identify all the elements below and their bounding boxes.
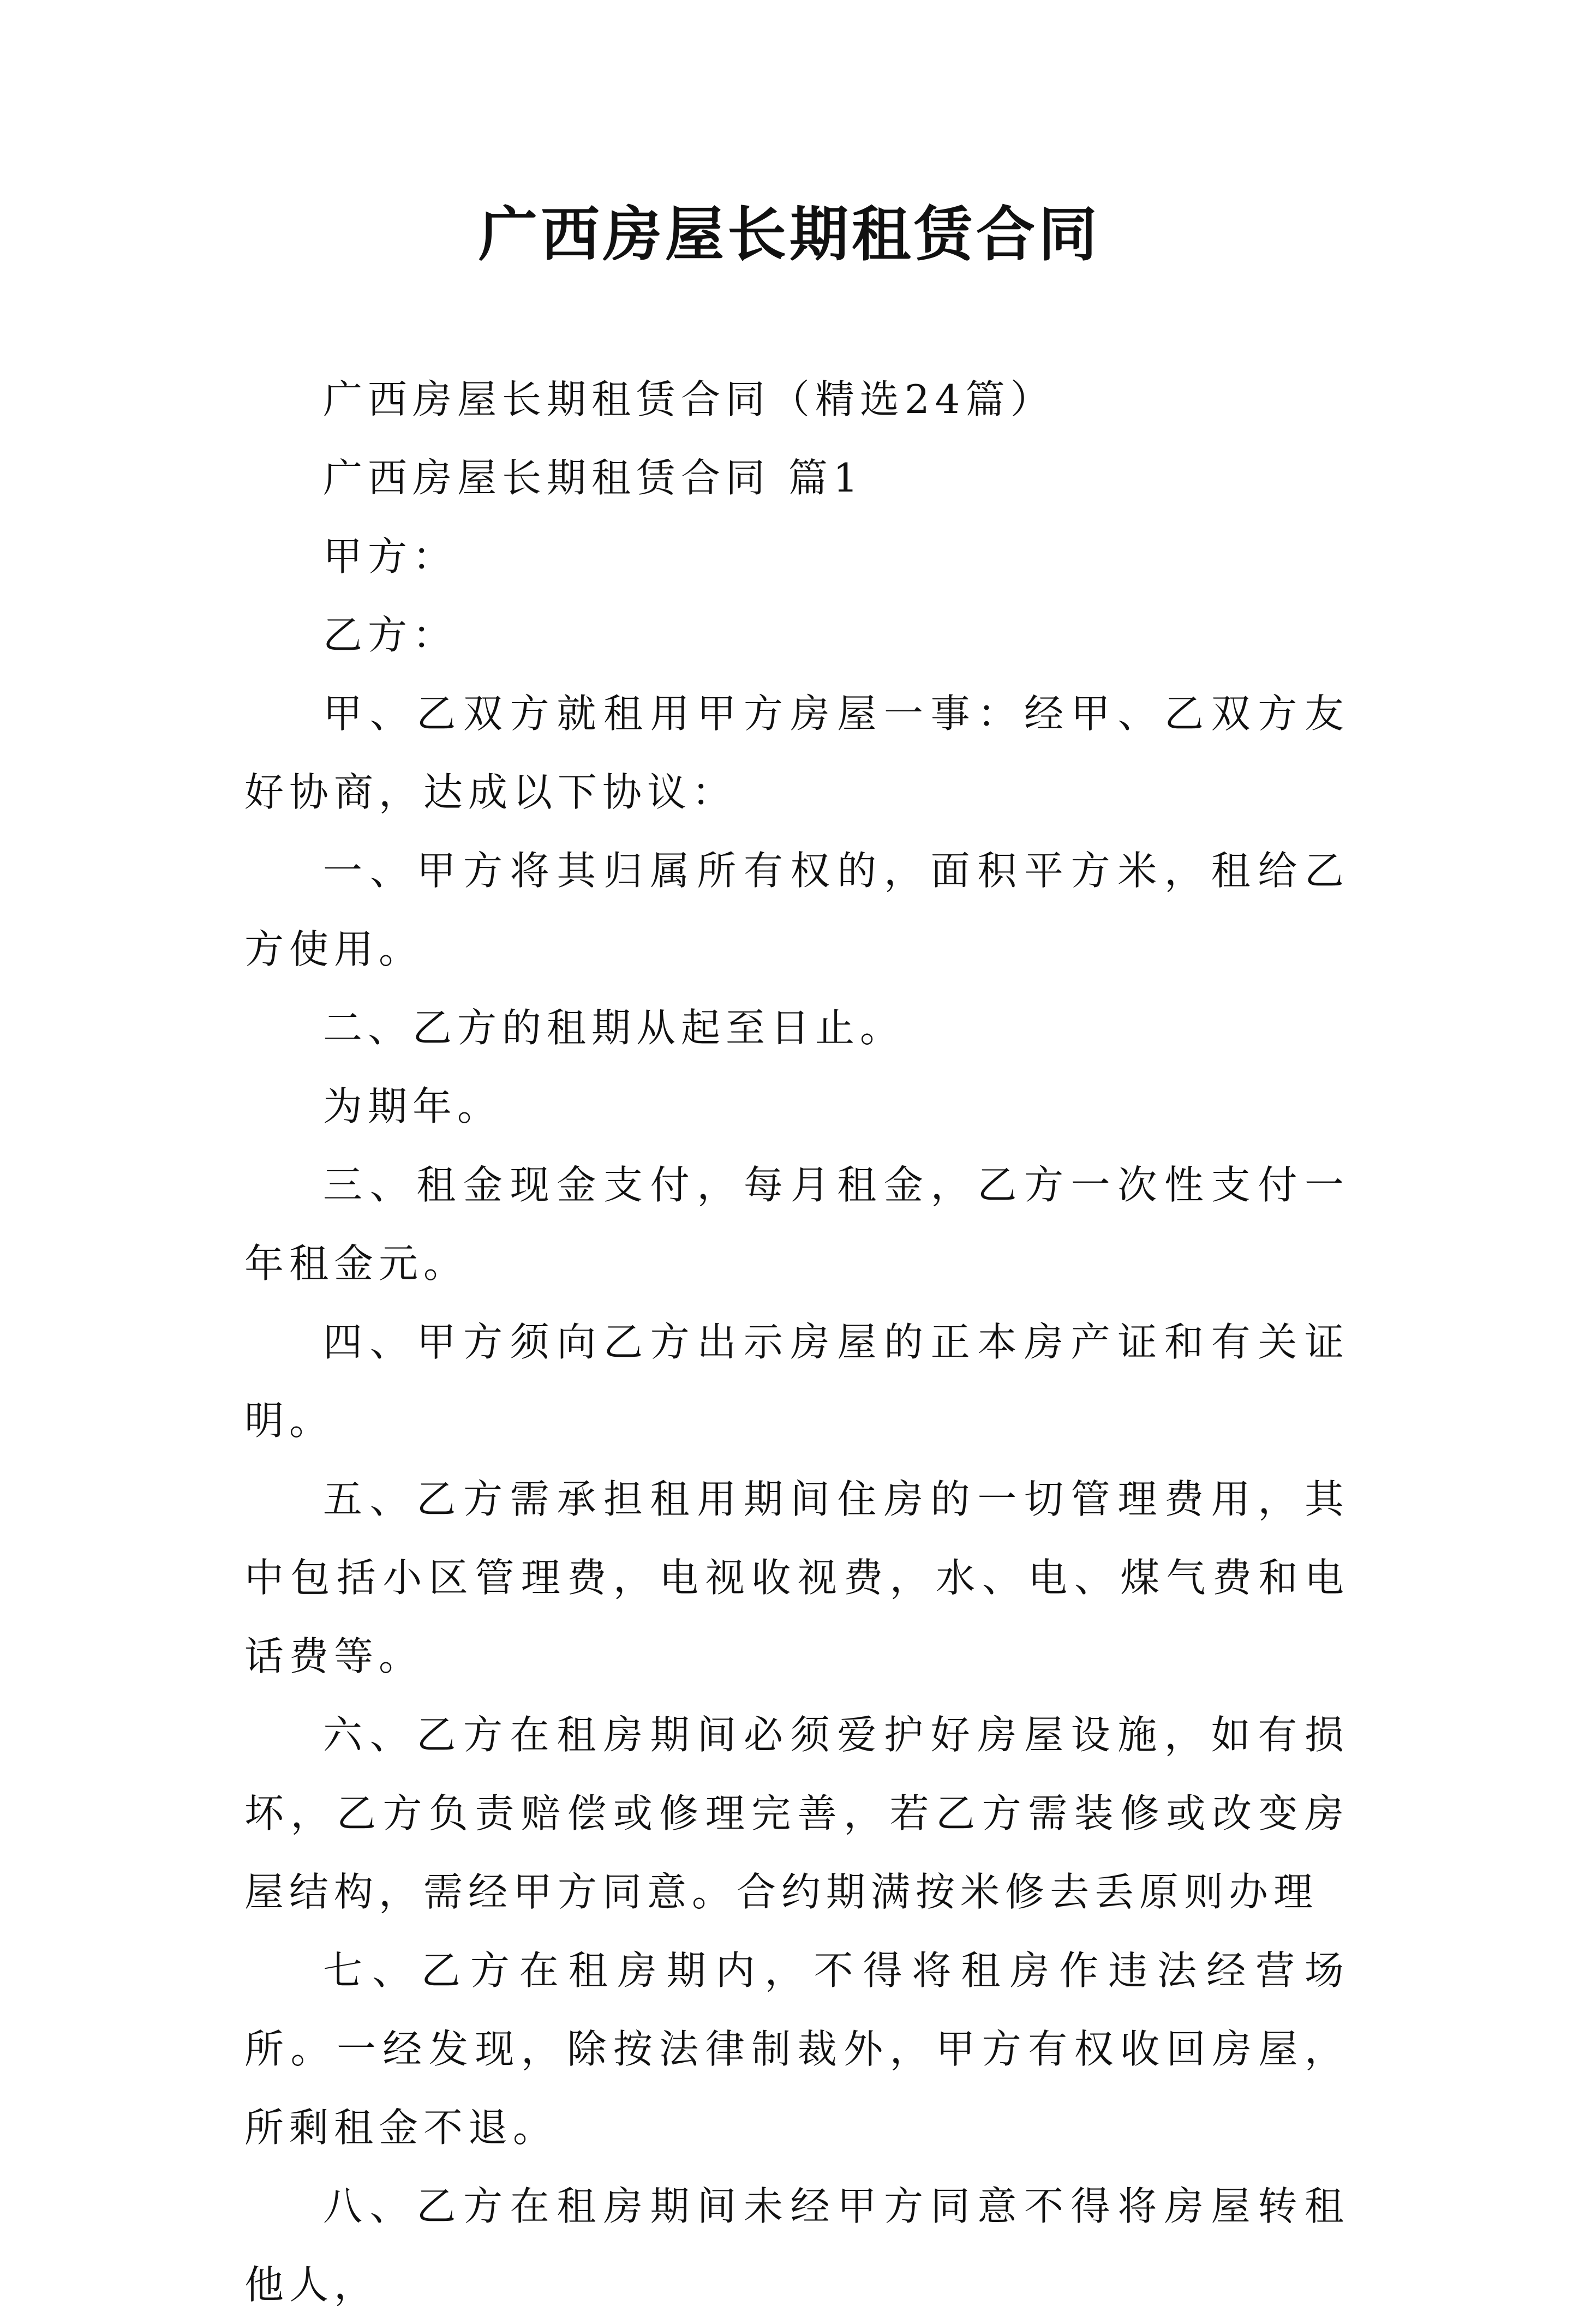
paragraph-clause-8: 八、乙方在租房期间未经甲方同意不得将房屋转租他人，	[244, 2183, 1349, 2308]
document-title: 广西房屋长期租赁合同	[478, 200, 1100, 269]
paragraph-subtitle: 广西房屋长期租赁合同（精选24篇）	[323, 376, 1055, 422]
paragraph-clause-5: 五、乙方需承担租用期间住房的一切管理费用，其中包括小区管理费，电视收视费，水、电、煤气费和电话费等。	[244, 1476, 1349, 1679]
paragraph-term: 为期年。	[323, 1083, 503, 1129]
paragraph-section-heading: 广西房屋长期租赁合同 篇1	[323, 455, 864, 501]
paragraph-clause-1: 一、甲方将其归属所有权的，面积平方米，租给乙方使用。	[244, 848, 1349, 972]
paragraph-clause-3: 三、租金现金支付，每月租金，乙方一次性支付一年租金元。	[244, 1162, 1349, 1286]
paragraph-clause-6: 六、乙方在租房期间必须爱护好房屋设施，如有损坏，乙方负责赔偿或修理完善，若乙方需装修或改变房屋结构，需经甲方同意。合约期满按米修去丢原则办理	[244, 1712, 1349, 1915]
document-body	[244, 360, 1349, 2324]
paragraph-preamble: 甲、乙双方就租用甲方房屋一事：经甲、乙双方友好协商，达成以下协议：	[244, 691, 1349, 815]
paragraph-clause-2: 二、乙方的租期从起至日止。	[323, 1005, 905, 1051]
paragraph-party-a: 甲方：	[323, 534, 458, 579]
paragraph-party-b: 乙方：	[323, 612, 458, 658]
paragraph-clause-7: 七、乙方在租房期内，不得将租房作违法经营场所。一经发现，除按法律制裁外，甲方有权收回房屋，所剩租金不退。	[244, 1948, 1349, 2151]
paragraph-clause-4: 四、甲方须向乙方出示房屋的正本房产证和有关证明。	[244, 1319, 1349, 1443]
